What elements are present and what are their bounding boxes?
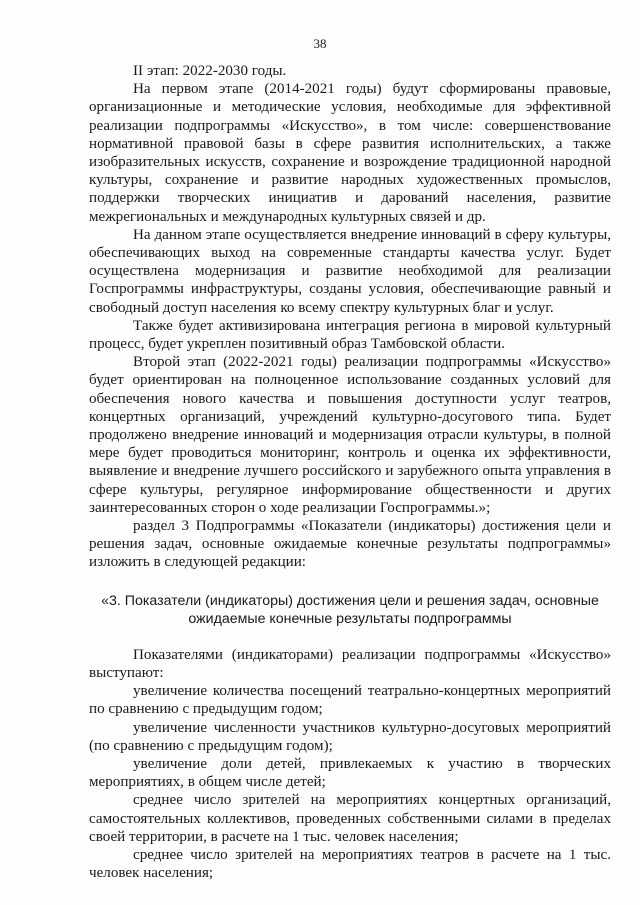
paragraph-integration: Также будет активизирована интеграция региона в мировой культурный процесс, будет укреплен позитивный образ Тамбовской области.	[89, 317, 611, 353]
section-title: «3. Показатели (индикаторы) достижения цели и решения задач, основные ожидаемые конечные результаты подпрограммы	[101, 592, 599, 627]
page-number: 38	[313, 36, 327, 51]
indicators-list	[89, 646, 611, 883]
indicators-intro: Показателями (индикаторами) реализации подпрограммы «Искусство» выступают:	[89, 646, 611, 681]
paragraph-second-stage: Второй этап (2022-2021 годы) реализации подпрограммы «Искусство» будет ориентирован на полноценное использование созданных условий для обеспечения нового качества и повышения доступности услуг театров, концертных организаций, учреждений культурно-досугового типа. Будет продолжено внедрение инноваций и модернизация отрасли культуры, в полной мере будет проводиться мониторинг, контроль и оценка их эффективности, выявление и внедрение лучшего российского и зарубежного опыта управления в сфере культуры, регулярное информирование общественности и других заинтересованных сторон о ходе реализации Госпрограммы.»;	[89, 354, 611, 516]
stage-heading: II этап: 2022-2030 годы.	[133, 63, 287, 79]
list-item: увеличение доли детей, привлекаемых к участию в творческих мероприятиях, в общем числе детей;	[89, 755, 611, 791]
list-item: увеличение численности участников культурно-досуговых мероприятий (по сравнению с предыдущим годом);	[89, 719, 611, 754]
document-body	[89, 62, 611, 882]
list-item: увеличение количества посещений театрально-концертных мероприятий по сравнению с предыдущим годом;	[89, 683, 611, 718]
paragraph-first-stage: На первом этапе (2014-2021 годы) будут сформированы правовые, организационные и методические условия, необходимые для эффективной реализации подпрограммы «Искусство», в том числе: совершенствование нормативной правовой базы в сфере развития исполнительских, а также изобразительных искусств, сохранение и возрождение традиционной народной культуры, сохранение и развитие народных художественных промыслов, поддержки творческих инициатив и дарований населения, развитие межрегиональных и международных культурных связей и др.	[89, 81, 611, 225]
paragraph-section-amendment: раздел 3 Подпрограммы «Показатели (индикаторы) достижения цели и решения задач, основные ожидаемые конечные результаты подпрограммы» изложить в следующей редакции:	[89, 518, 611, 571]
paragraph-innovations: На данном этапе осуществляется внедрение инноваций в сферу культуры, обеспечивающих выход на современные стандарты качества услуг. Будет осуществлена модернизация и развитие необходимой для реализации Госпрограммы инфраструктуры, созданы условия, обеспечивающие равный и свободный доступ населения ко всему спектру культурных благ и услуг.	[89, 226, 611, 316]
list-item: среднее число зрителей на мероприятиях концертных организаций, самостоятельных коллективов, проведенных собственными силами в пределах своей территории, в расчете на 1 тыс. человек населения;	[89, 792, 611, 845]
list-item: среднее число зрителей на мероприятиях театров в расчете на 1 тыс. человек населения;	[89, 846, 611, 882]
